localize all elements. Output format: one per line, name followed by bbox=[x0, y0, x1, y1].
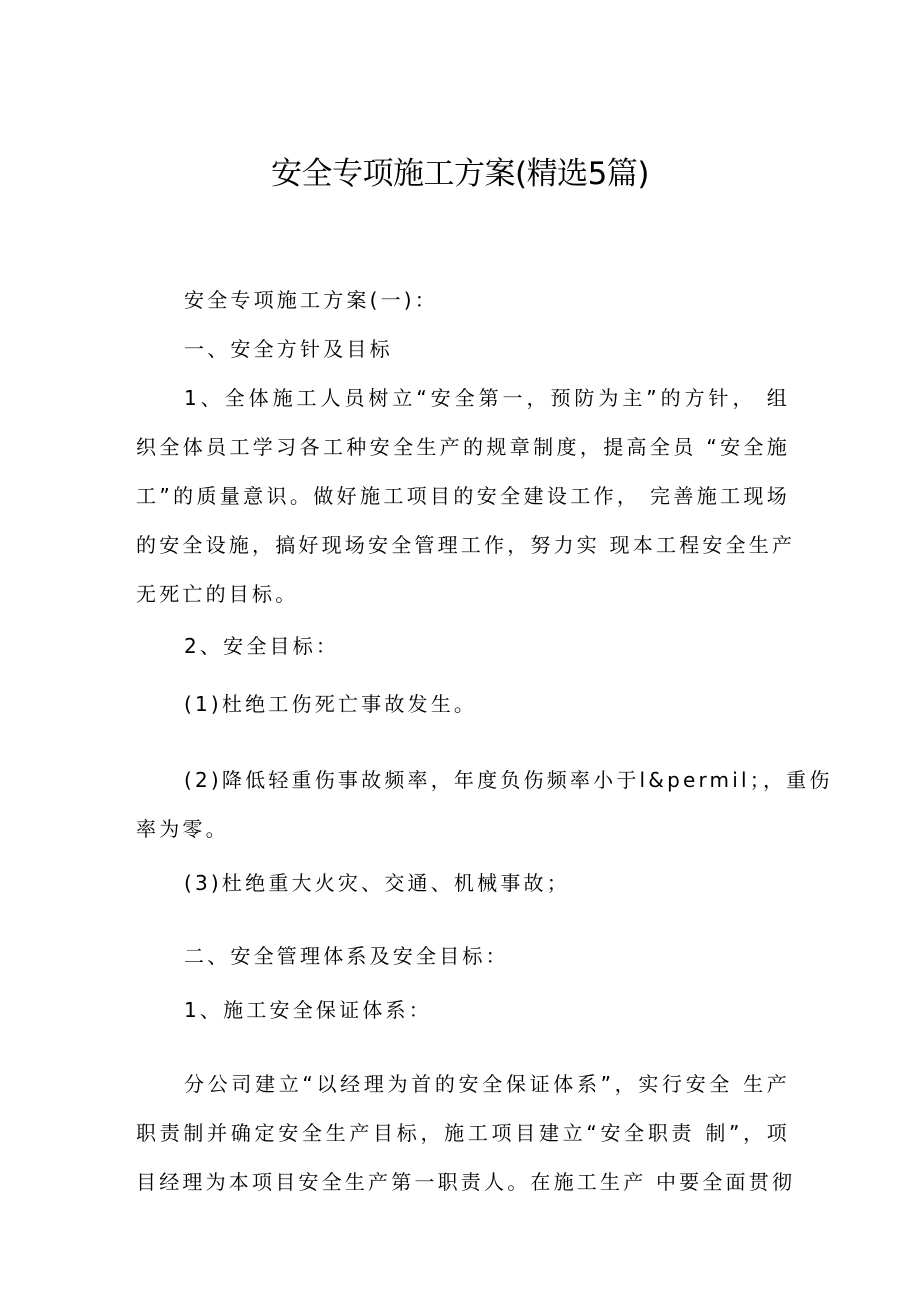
section-heading: 2、安全目标： bbox=[184, 634, 340, 658]
paragraph-line: 分公司建立“以经理为首的安全保证体系”，实行安全 生产 bbox=[184, 1072, 790, 1096]
list-item: (1)杜绝工伤死亡事故发生。 bbox=[184, 692, 478, 716]
paragraph-line: 率为零。 bbox=[136, 817, 229, 841]
paragraph-line: 职责制并确定安全生产目标，施工项目建立“安全职责 制”，项 bbox=[136, 1121, 790, 1145]
section-heading: 1、施工安全保证体系： bbox=[184, 998, 432, 1022]
section-heading: 一、安全方针及目标 bbox=[184, 337, 393, 361]
section-heading: 安全专项施工方案(一)： bbox=[184, 288, 439, 312]
paragraph-line: 的安全设施，搞好现场安全管理工作，努力实 现本工程安全生产 bbox=[136, 533, 796, 557]
paragraph-line: 目经理为本项目安全生产第一职责人。在施工生产 中要全面贯彻 bbox=[136, 1170, 796, 1194]
paragraph-line: 无死亡的目标。 bbox=[136, 582, 299, 606]
section-heading: 二、安全管理体系及安全目标： bbox=[184, 944, 509, 968]
paragraph-line: 1、全体施工人员树立“安全第一，预防为主”的方针， 组 bbox=[184, 386, 790, 410]
paragraph-line: 工”的质量意识。做好施工项目的安全建设工作， 完善施工现场 bbox=[136, 484, 790, 508]
list-item: (2)降低轻重伤事故频率，年度负伤频率小于l&permil；，重伤 bbox=[184, 768, 833, 792]
paragraph-line: 织全体员工学习各工种安全生产的规章制度，提高全员 “安全施 bbox=[136, 435, 790, 459]
document-title: 安全专项施工方案(精选5篇) bbox=[271, 156, 649, 192]
list-item: (3)杜绝重大火灾、交通、机械事故； bbox=[184, 871, 570, 895]
